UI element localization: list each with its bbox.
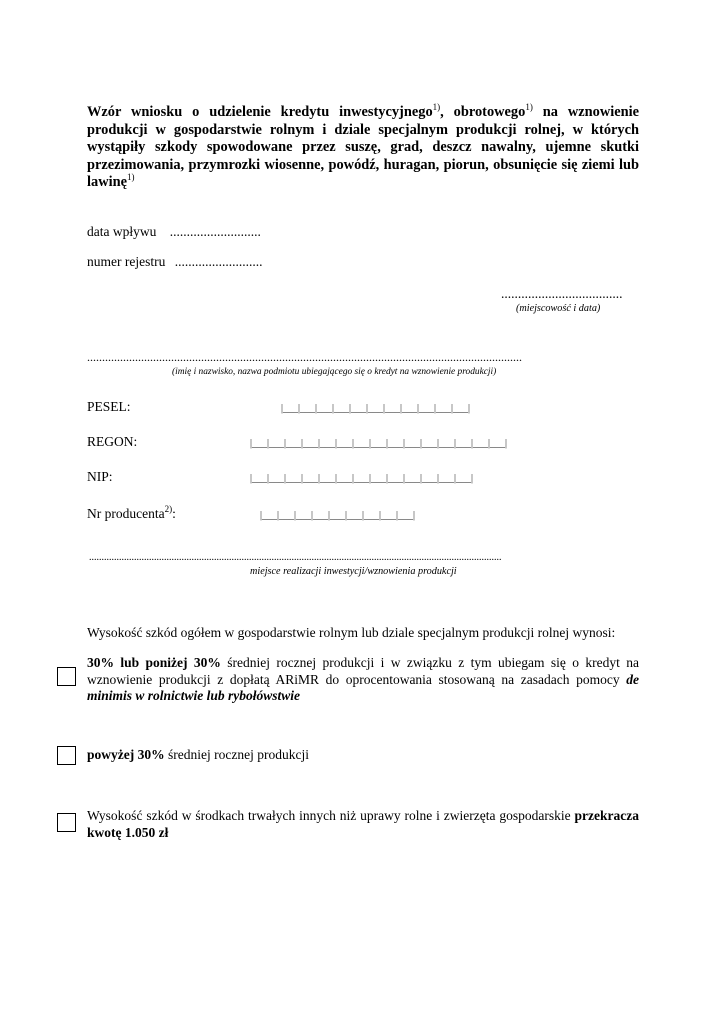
pesel-label: PESEL: <box>87 399 131 414</box>
form-title: Wzór wniosku o udzielenie kredytu inwestycyjnego$^{1)}$, obrotowego$^{1)}$ na wznowienie produkcji w gospodarstwie rolnym i dziale specjalnym produkcji rolnej, w których wystąpiły szkody spowodowane przez suszę, grad, deszcz nawalny, ujemne skutki przezimowania, przymrozki wiosenne, powódź, huragan, piorun, obsunięcie się ziemi lub lawinę$^{1)}$ <box>87 102 639 190</box>
regon-input[interactable]: |___|___|___|___|___|___|___|___|___|___|___|___|___|___|___| <box>250 438 508 449</box>
option-fixed-assets-text: Wysokość szkód w środkach trwałych innych niż uprawy rolne i zwierzęta gospodarskie przekracza kwotę 1.050 zł <box>87 808 639 840</box>
numer-rejestru-label: numer rejestru <box>87 254 166 269</box>
numer-rejestru-field[interactable]: .......................... <box>174 254 263 269</box>
option-above-30-checkbox[interactable] <box>57 746 76 765</box>
numer-rejestru-row <box>87 254 262 270</box>
data-wplywu-row <box>87 224 261 240</box>
miejsce-realizacji-caption: miejsce realizacji inwestycji/wznowienia produkcji <box>250 566 457 577</box>
option-30-or-below-checkbox[interactable] <box>57 667 76 686</box>
damage-intro: Wysokość szkód ogółem w gospodarstwie rolnym lub dziale specjalnym produkcji rolnej wynosi: <box>87 625 616 640</box>
producent-input[interactable]: |___|___|___|___|___|___|___|___|___| <box>260 510 416 521</box>
miejscowosc-caption: (miejscowość i data) <box>516 303 601 314</box>
miejscowosc-field[interactable]: .................................... <box>501 286 623 301</box>
name-field[interactable]: ................................................................................................................................................. <box>87 350 522 364</box>
nip-input[interactable]: |___|___|___|___|___|___|___|___|___|___|___|___|___| <box>250 473 474 484</box>
nip-label: NIP: <box>87 469 113 484</box>
miejsce-realizacji-field[interactable]: ..................................................................................................................................................................... <box>89 552 502 563</box>
regon-label: REGON: <box>87 434 138 449</box>
producent-label: Nr producenta$^{2)}$: <box>87 504 176 521</box>
option-30-or-below-text: 30% lub poniżej 30% średniej rocznej produkcji i w związku z tym ubiegam się o kredyt na wznowienie produkcji z dopłatą ARiMR do oprocentowania stosowaną na zasadach pomocy de minimis w rolnictwie lub rybołówstwie <box>87 655 639 703</box>
data-wplywu-label: data wpływu <box>87 224 157 239</box>
option-above-30-text: powyżej 30% średniej rocznej produkcji <box>87 747 309 762</box>
pesel-input[interactable]: |___|___|___|___|___|___|___|___|___|___|___| <box>281 403 471 414</box>
option-fixed-assets-checkbox[interactable] <box>57 813 76 832</box>
data-wplywu-field[interactable]: ........................... <box>169 224 261 239</box>
name-caption: (imię i nazwisko, nazwa podmiotu ubiegającego się o kredyt na wznowienie produkcji) <box>172 367 497 377</box>
